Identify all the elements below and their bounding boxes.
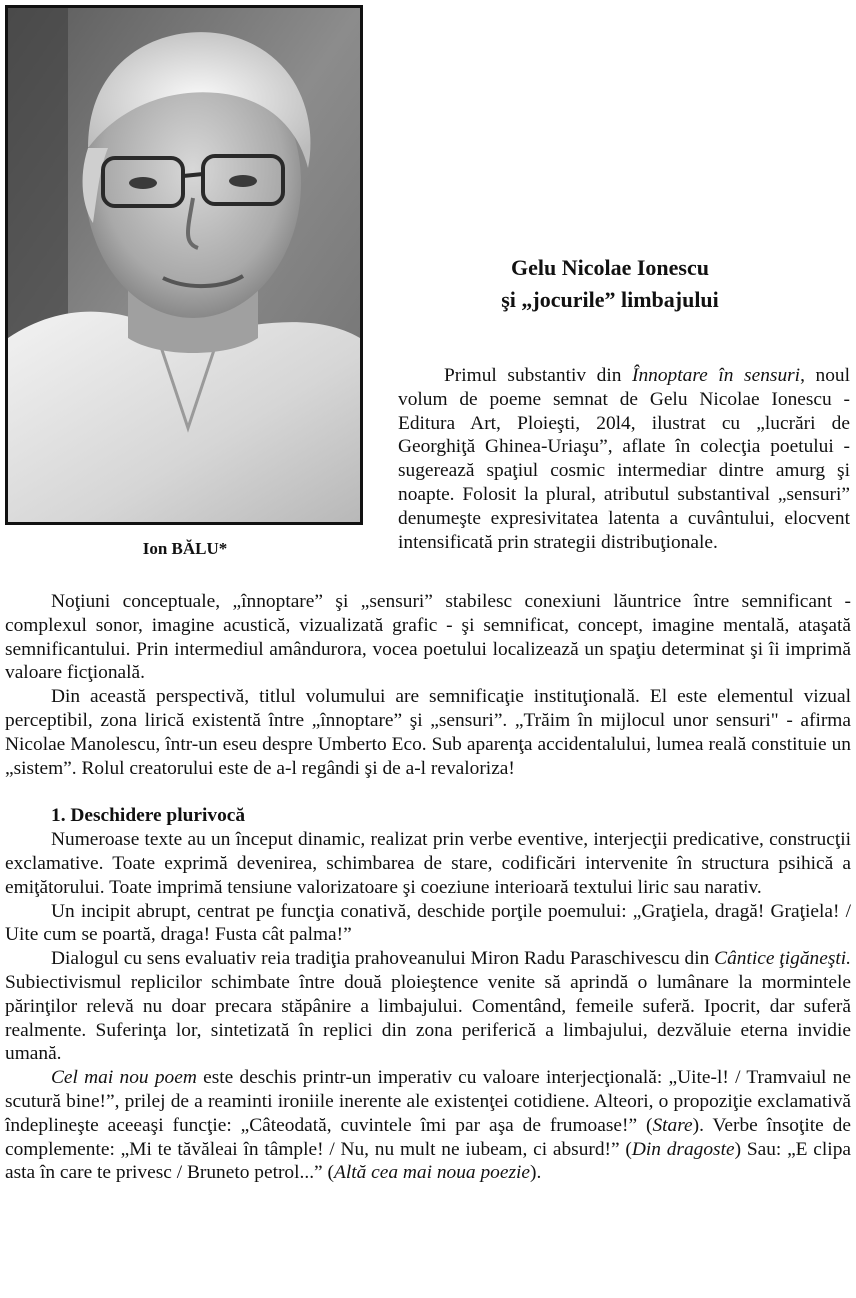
author-caption: Ion BĂLU* [142,539,228,558]
article-body [5,590,851,1185]
section-heading: 1. Deschidere plurivocă [51,805,246,827]
title-line-2: şi „jocurile” limbajului [501,287,719,312]
title-line-1: Gelu Nicolae Ionescu [511,255,709,280]
book-title: Înnoptare în sensuri [632,365,801,386]
paragraph-poem [5,1066,851,1185]
poem-text-c: ) Sau: „E clipa asta în care te privesc / Bruneto petrol...” ( [5,1138,851,1184]
poem-text-a: este deschis printr-un imperativ cu valoare interjecţională: „Uite-l! / Tramvaiul ne scutură bine!”, prilej de a reaminti ironiile inerente ale existenţei cotidiene. Alteori, o propoziţie exclamativă îndeplineşte aceeaşi funcţie: „Câteodată, cuvintele îmi par aşa de frumoase!” ( [5,1067,851,1136]
paragraph-incipit: Un incipit abrupt, centrat pe funcţia conativă, deschide porţile poemului: „Graţiela, dragă! Graţiela! / Uite cum se poartă, draga! Fusta cât palma!” [5,900,851,946]
cantice-title: Cântice ţigăneşti. [714,948,851,970]
author-photo [5,5,363,525]
poem-text-d: ). [530,1162,542,1184]
poem-title: Cel mai nou poem [51,1067,197,1089]
dialogue-text-a: Dialogul cu sens evaluativ reia tradiţia prahoveanului Miron Radu Paraschivescu din [51,948,715,970]
article-title [440,252,780,316]
stare-title: Stare [652,1114,693,1136]
din-dragoste-title: Din dragoste [631,1138,735,1160]
alta-poezie-title: Altă cea mai noua poezie [333,1162,530,1184]
intro-paragraph [398,364,850,554]
poem-text-b: ). Verbe însoţite de complemente: „Mi te tăvăleai în tâmple! / Nu, nu mult ne iubeam, ci absurd!” ( [5,1114,851,1160]
intro-text-b: , noul volum de poeme semnat de Gelu Nicolae Ionescu - Editura Art, Ploieşti, 20l4, ilustrat cu „lucrări de Georghiţă Ghinea-Uriaşu”, aflate în colecţia poetului - sugerează spaţiul cosmic intermediar dintre amurg şi noapte. Folosit la plural, atributul substantival „sensuri” denumeşte expresivitatea latenta a cuvântului, elocvent intensificată prin strategii distribuţionale. [398,365,850,553]
paragraph-dynamic-start: Numeroase texte au un început dinamic, realizat prin verbe eventive, interjecţii predicative, construcţii exclamative. Toate exprimă devenirea, schimbarea de stare, codificări intervenite în structura psihică a emiţătorului. Toate imprimă tensiune valorizatoare şi coeziune interioară textului liric sau narativ. [5,829,851,898]
paragraph-dialogue [5,947,851,1066]
paragraph-perspective: Din această perspectivă, titlul volumului are semnificaţie instituţională. El este elementul vizual perceptibil, zona lirică existentă între „înnoptare” şi „sensuri”. „Trăim în mijlocul unor sensuri" - afirma Nicolae Manolescu, într-un eseu despre Umberto Eco. Sub aparenţa accidentalului, lumea reală constituie un „sistem”. Rolul creatorului este de a-l regândi şi de a-l revaloriza! [5,686,851,779]
intro-text-a: Primul substantiv din [444,365,633,386]
paragraph-concepts: Noţiuni conceptuale, „înnoptare” şi „sensuri” stabilesc conexiuni lăuntrice între semnificant - complexul sonor, imagine acustică, vizualizată grafic - şi semnificat, concept, imagine mentală, ataşată semnificantului. Prin intermediul amândurora, vocea poetului localizează un spaţiu determinat şi îi imprimă valoare ficţională. [5,591,851,684]
dialogue-text-b: Subiectivismul replicilor schimbate între două ploieştence venite să aprindă o lumânare la mormintele părinţilor relevă nu doar precara stăpânire a limbajului. Comentând, femeile suferă. Ipocrit, dar suferă realmente. Suferinţa lor, sintetizată în replici din zona periferică a limbajului, dezvăluie eterna invidie umană. [5,971,851,1065]
